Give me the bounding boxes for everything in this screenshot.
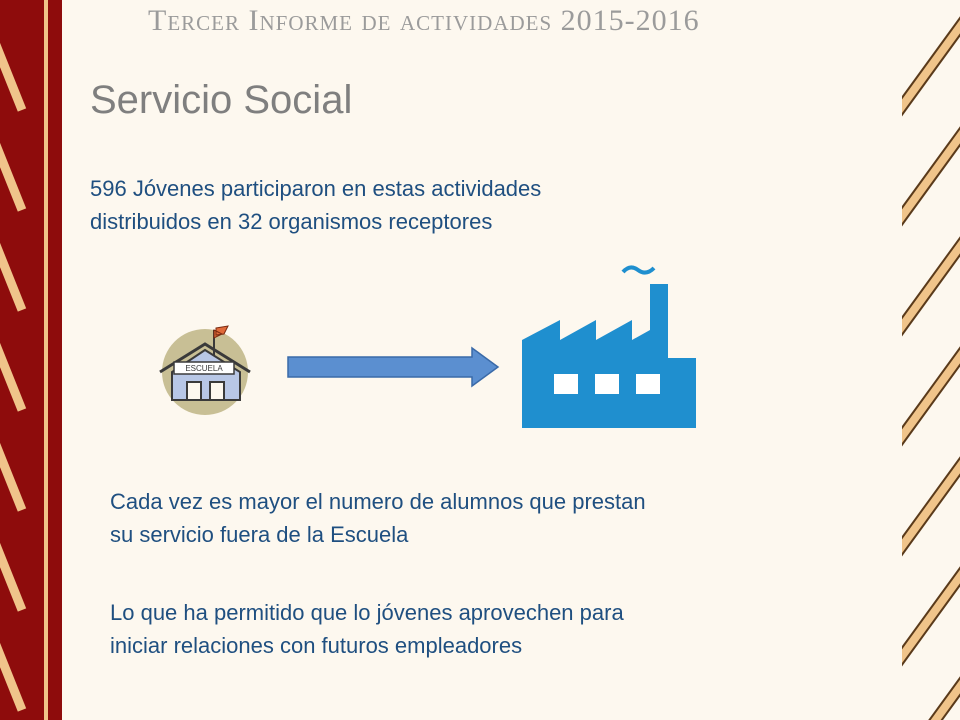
left-decorative-border	[0, 0, 62, 720]
left-border-stripes	[0, 0, 62, 720]
right-border-stripes	[902, 0, 960, 720]
summary-line: 596 Jóvenes participaron en estas actividades	[90, 176, 542, 201]
paragraph-line: su servicio fuera de la Escuela	[110, 522, 409, 547]
right-decorative-border	[902, 0, 960, 720]
report-header-title: Tercer Informe de actividades 2015-2016	[148, 4, 700, 37]
slide-title: Servicio Social	[90, 78, 353, 122]
summary-line: distribuidos en 32 organismos receptores	[90, 209, 493, 234]
participation-summary	[90, 172, 730, 238]
paragraph-line: Cada vez es mayor el numero de alumnos que prestan	[110, 489, 646, 514]
factory-icon	[518, 262, 703, 437]
arrow-right-icon	[284, 344, 504, 395]
paragraph-students-outside	[110, 485, 830, 551]
paragraph-employer-relations	[110, 596, 830, 662]
school-sign-text: ESCUELA	[185, 364, 223, 373]
paragraph-line: iniciar relaciones con futuros empleadores	[110, 633, 523, 658]
school-icon	[150, 320, 260, 425]
paragraph-line: Lo que ha permitido que lo jóvenes aprovechen para	[110, 600, 624, 625]
